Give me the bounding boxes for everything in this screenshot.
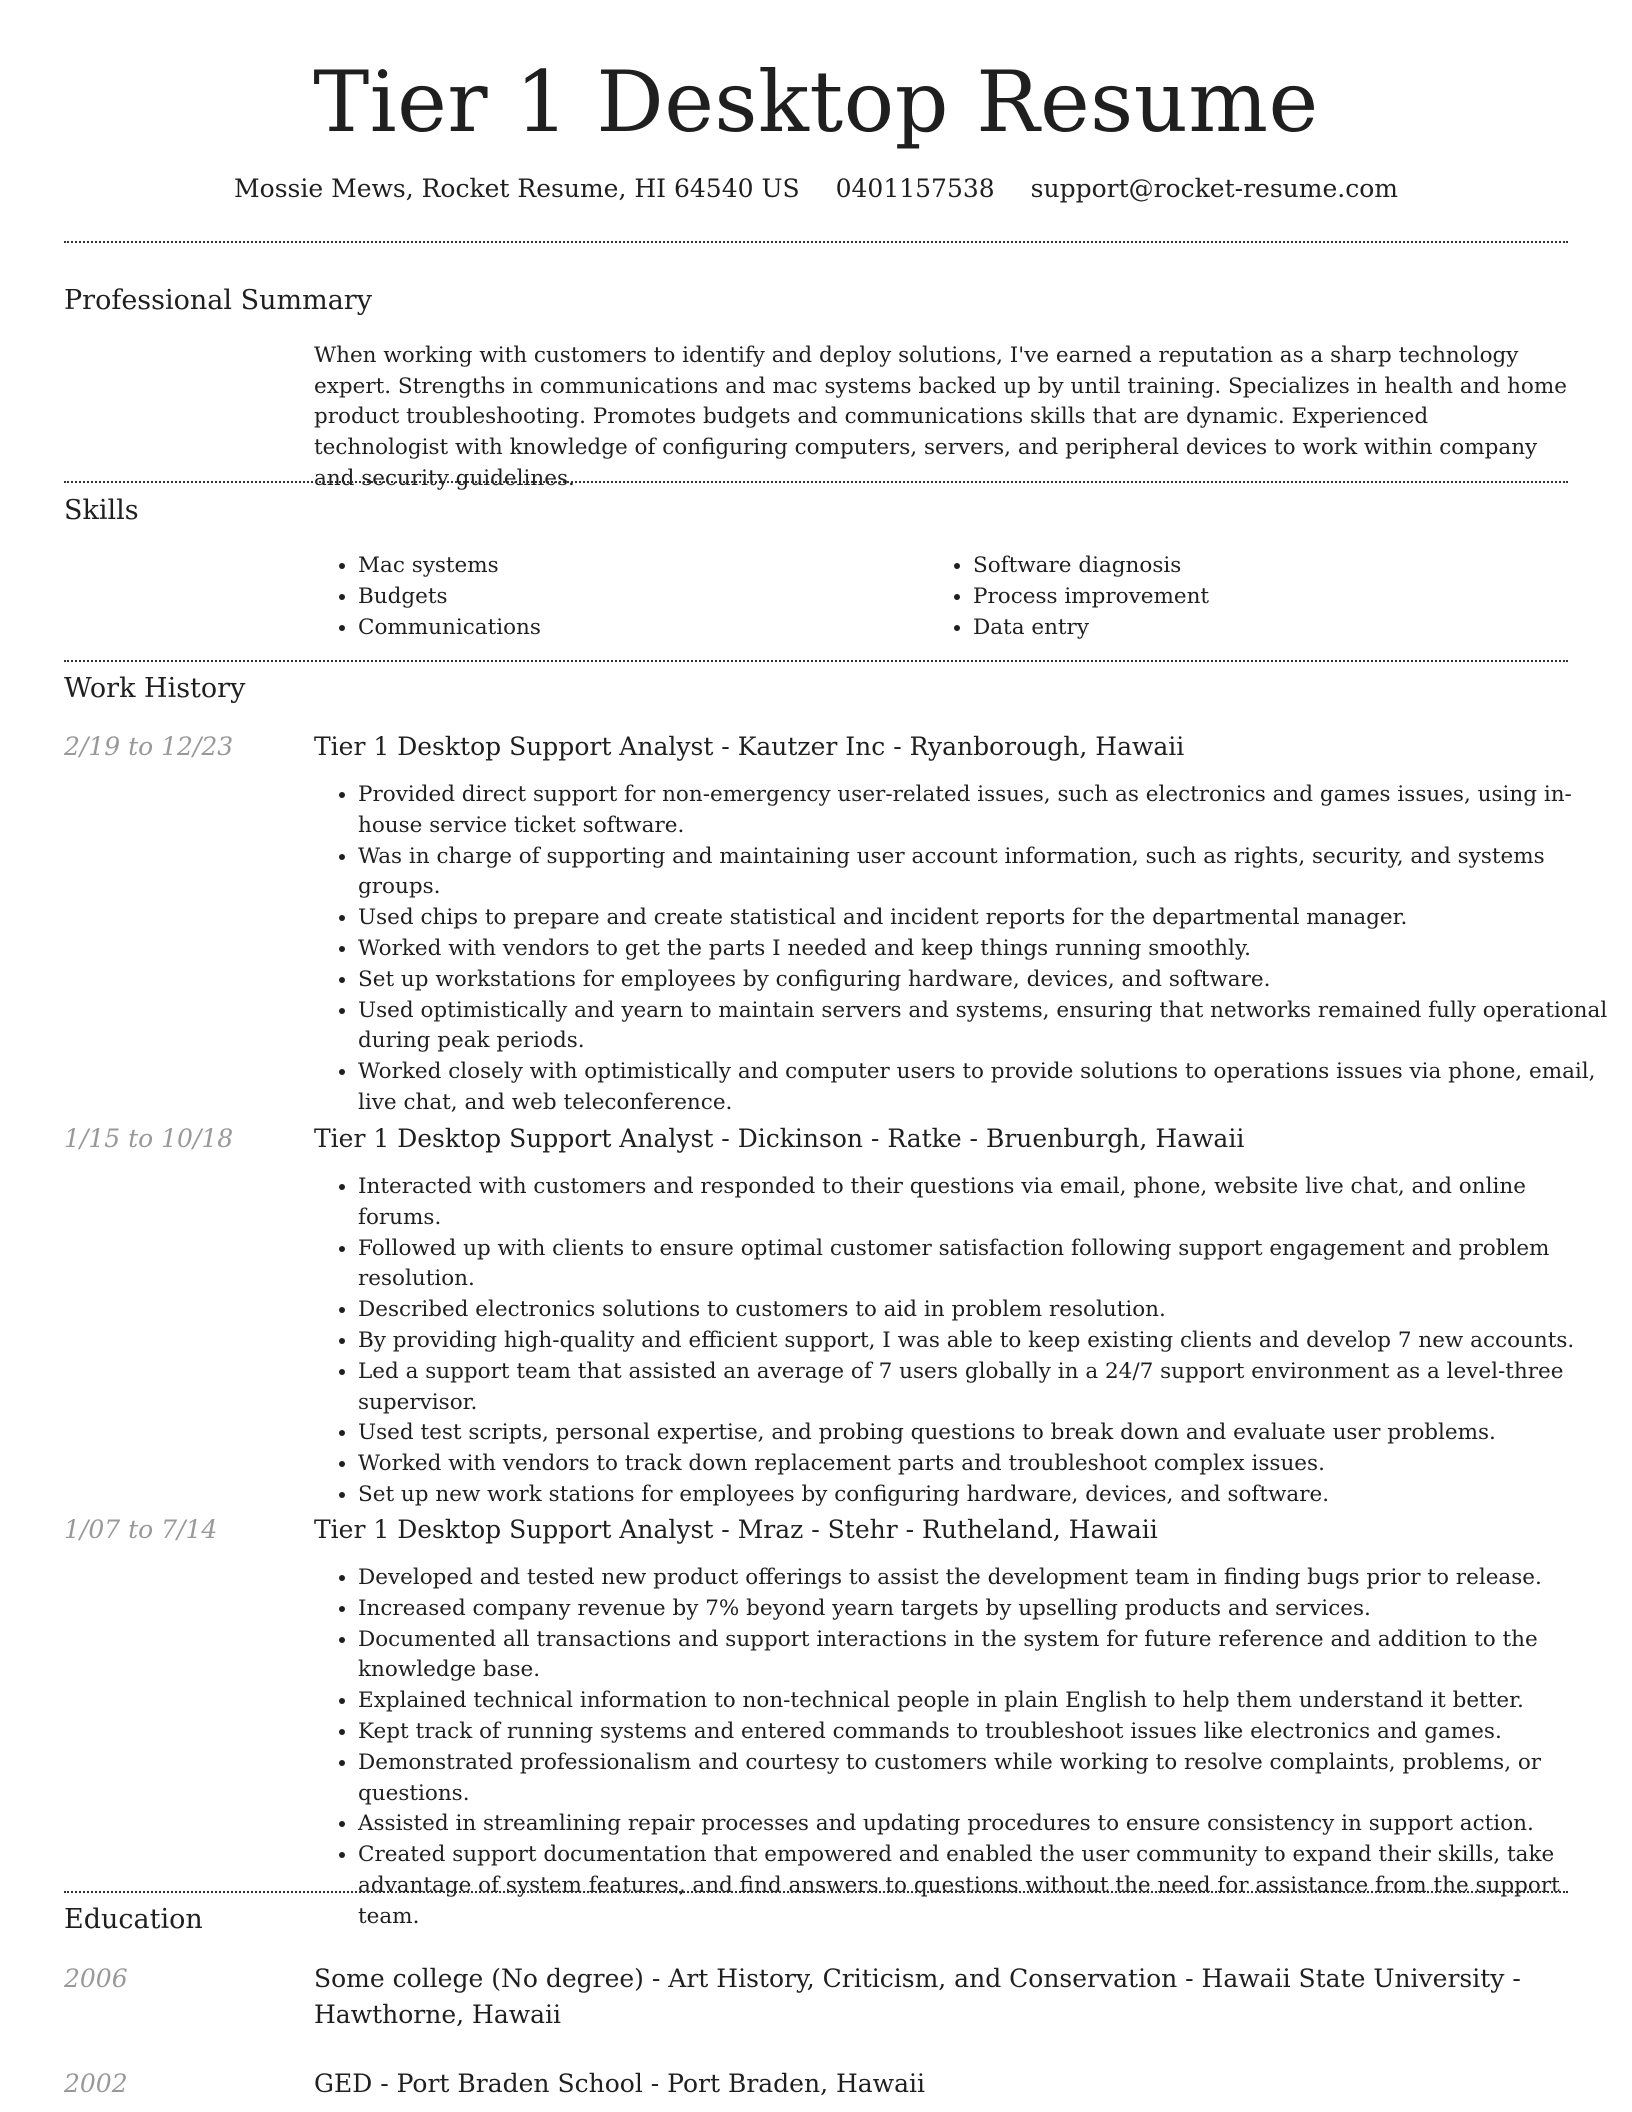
job-bullet: • Used optimistically and yearn to maintain servers and systems, ensuring that networks remained fully operational during peak periods.: [358, 996, 1612, 1058]
job-bullet: • Developed and tested new product offerings to assist the development team in finding bugs prior to release.: [358, 1563, 1612, 1594]
skill-item: • Budgets: [358, 581, 541, 612]
work-history-heading: Work History: [64, 673, 246, 704]
job-title: Tier 1 Desktop Support Analyst - Mraz - Stehr - Rutheland, Hawaii: [314, 1515, 1158, 1544]
job-bullet: • Demonstrated professionalism and courtesy to customers while working to resolve complaints, problems, or questions.: [358, 1748, 1612, 1810]
job-title: Tier 1 Desktop Support Analyst - Dickinson - Ratke - Bruenburgh, Hawaii: [314, 1124, 1245, 1153]
contact-line: [0, 171, 1632, 207]
job-bullet: • Led a support team that assisted an average of 7 users globally in a 24/7 support environment as a level-three supervisor.: [358, 1357, 1612, 1419]
job-bullet: • Followed up with clients to ensure optimal customer satisfaction following support engagement and problem resolution.: [358, 1234, 1612, 1296]
job-bullet: • Worked with vendors to get the parts I needed and keep things running smoothly.: [358, 934, 1612, 965]
job-bullet: • Described electronics solutions to customers to aid in problem resolution.: [358, 1295, 1612, 1326]
education-year: 2002: [64, 2069, 128, 2098]
skill-item: • Mac systems: [358, 550, 541, 581]
job-bullet: • Provided direct support for non-emergency user-related issues, such as electronics and games issues, using in-house service ticket software.: [358, 780, 1612, 842]
resume-title: Tier 1 Desktop Resume: [313, 53, 1319, 151]
job-bullet: • Increased company revenue by 7% beyond yearn targets by upselling products and services.: [358, 1594, 1612, 1625]
job-bullet: • Was in charge of supporting and maintaining user account information, such as rights, security, and systems groups.: [358, 842, 1612, 904]
job-bullets: [314, 780, 1612, 1119]
job-bullet: • Set up workstations for employees by configuring hardware, devices, and software.: [358, 965, 1612, 996]
job-dates: 2/19 to 12/23: [64, 732, 234, 761]
job-bullet: • Interacted with customers and responded to their questions via email, phone, website live chat, and online forums.: [358, 1172, 1612, 1234]
job-bullet: • Assisted in streamlining repair processes and updating procedures to ensure consistency in support action.: [358, 1809, 1612, 1840]
job-bullet: • Set up new work stations for employees by configuring hardware, devices, and software.: [358, 1480, 1612, 1511]
job-dates: 1/15 to 10/18: [64, 1124, 234, 1153]
job-bullet: • Created support documentation that empowered and enabled the user community to expand their skills, take advantage of system features, and find answers to questions without the need for assistance from the support team.: [358, 1840, 1612, 1932]
job-dates: 1/07 to 7/14: [64, 1515, 218, 1544]
job-bullet: • Documented all transactions and support interactions in the system for future reference and addition to the knowledge base.: [358, 1625, 1612, 1687]
skill-item: • Software diagnosis: [973, 550, 1209, 581]
job-bullet: • By providing high-quality and efficient support, I was able to keep existing clients and develop 7 new accounts.: [358, 1326, 1612, 1357]
skill-item: • Communications: [358, 612, 541, 643]
job-bullets: [314, 1563, 1612, 1933]
education-year: 2006: [64, 1964, 128, 1993]
summary-text: When working with customers to identify and deploy solutions, I've earned a reputation as a sharp technology expert. Strengths in communications and mac systems backed up by until training. Specializes in health and home product troubleshooting. Promotes budgets and communications skills that are dynamic. Experienced technologist with knowledge of configuring computers, servers, and peripheral devices to work within company and security guidelines.: [314, 343, 1567, 491]
summary-heading: Professional Summary: [64, 285, 372, 316]
job-bullet: • Worked closely with optimistically and computer users to provide solutions to operations issues via phone, email, live chat, and web teleconference.: [358, 1057, 1612, 1119]
contact-address: Mossie Mews, Rocket Resume, HI 64540 US: [234, 174, 800, 203]
job-bullet: • Explained technical information to non-technical people in plain English to help them understand it better.: [358, 1686, 1612, 1717]
job-bullet: • Kept track of running systems and entered commands to troubleshoot issues like electronics and games.: [358, 1717, 1612, 1748]
education-heading: Education: [64, 1904, 203, 1935]
skill-item: • Data entry: [973, 612, 1209, 643]
section-divider: [64, 241, 1568, 243]
skills-list-right: [929, 550, 1209, 643]
job-bullets: [314, 1172, 1612, 1511]
skills-heading: Skills: [64, 495, 139, 526]
job-bullet: • Worked with vendors to track down replacement parts and troubleshoot complex issues.: [358, 1449, 1612, 1480]
section-divider: [64, 481, 1568, 483]
education-entry: GED - Port Braden School - Port Braden, Hawaii: [314, 2069, 925, 2098]
job-bullet: • Used chips to prepare and create statistical and incident reports for the departmental manager.: [358, 903, 1612, 934]
skill-item: • Process improvement: [973, 581, 1209, 612]
job-title: Tier 1 Desktop Support Analyst - Kautzer Inc - Ryanborough, Hawaii: [314, 732, 1185, 761]
education-entry: Some college (No degree) - Art History, Criticism, and Conservation - Hawaii State University - Hawthorne, Hawaii: [314, 1964, 1521, 2029]
skills-list-left: [314, 550, 541, 643]
section-divider: [64, 660, 1568, 662]
contact-email: support@rocket-resume.com: [1030, 174, 1398, 203]
section-divider: [64, 1891, 1568, 1893]
job-bullet: • Used test scripts, personal expertise, and probing questions to break down and evaluate user problems.: [358, 1418, 1612, 1449]
contact-phone: 0401157538: [835, 174, 995, 203]
